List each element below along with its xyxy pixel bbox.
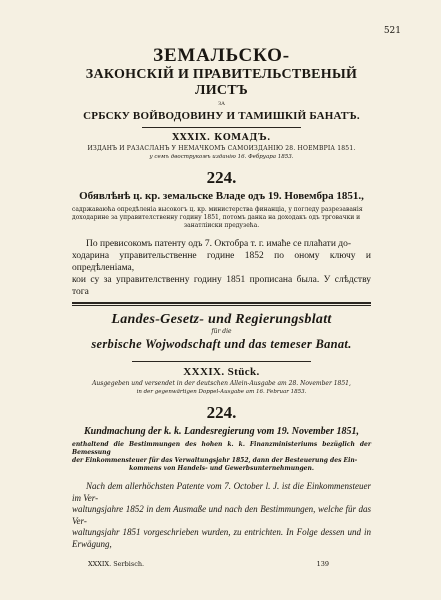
german-title-fuer-die: für die (211, 328, 232, 335)
serbian-act-heading: Обявлѣнѣ ц. кр. земальске Владе одъ 19. Новембра 1851., (79, 190, 364, 202)
serbian-body-text (72, 238, 371, 298)
german-publication-line-1: Ausgegeben und versendet in der deutschen Allein-Ausgabe am 28. November 1851, (92, 380, 351, 387)
german-issue-number: XXXIX. Stück. (183, 366, 260, 378)
body-line: waltungsjahr 1851 vorgeschrieben wurden, zu entrichten. In Folge dessen und in Erwägung, (72, 527, 371, 549)
german-act-summary (72, 441, 371, 473)
body-line: Nach dem allerhöchsten Patente vom 7. October l. J. ist die Einkommensteuer im Ver- (72, 481, 371, 503)
summary-line: занатліиски предузећа. (183, 222, 260, 229)
section-divider (72, 302, 371, 304)
divider (132, 361, 311, 362)
divider (142, 127, 301, 128)
body-line: waltungsjahre 1852 in dem Ausmaße und nach den Bestimmungen, welche für das Ver- (72, 504, 371, 526)
footer-signature: XXXIX. Serbisch. (88, 560, 145, 568)
serbian-title-line-2: ЗАКОНСКІЙ И ПРАВИТЕЛЬСТВЕНЫЙ ЛИСТЪ (85, 67, 358, 98)
page-number: 521 (383, 26, 401, 36)
german-act-number: 224. (206, 403, 237, 422)
serbian-act-number: 224. (206, 168, 237, 187)
body-line: ходарина управительственне године 1852 по оному ключу и опредѣленіама, (72, 251, 371, 273)
summary-line: садржаваюћа опредѣленіа высокогъ ц. кр. министерства финанціа, у погледу разрезаванія (72, 206, 363, 213)
body-line: кои су за управителственну годину 1851 прописана была. У слѣдству тога (72, 275, 371, 297)
serbian-title-za: ЗА (218, 101, 225, 107)
serbian-act-summary (72, 206, 371, 230)
summary-line: kommens von Handels- und Gewerbsunternehmungen. (129, 465, 314, 472)
serbian-publication-line-2: у семъ двострукомъ изданію 16. Фебруара 1853. (149, 154, 294, 160)
summary-line: доходарине за управителственну годину 1851, потомъ данка на доходакъ одъ трговачки и (72, 214, 361, 221)
summary-line: enthaltend die Bestimmungen des hohen k. k. Finanzministeriums bezüglich der Bemessung (72, 441, 371, 456)
serbian-title-line-1: ЗЕМАЛЬСКО- (153, 45, 290, 66)
body-line: По превисокомъ патенту одъ 7. Октобра т. г. имаће се плаћати до- (86, 239, 352, 249)
section-divider (72, 305, 371, 306)
german-body-text (72, 481, 371, 550)
german-publication-line-2: in der gegenwärtigen Doppel-Ausgabe am 16. Februar 1853. (136, 389, 307, 395)
german-title-line-2: serbische Wojwodschaft und das temeser Banat. (91, 337, 352, 351)
serbian-publication-line-1: ИЗДАНЪ И РАЗАСЛАНЪ У НЕМАЧКОМЪ САМОИЗДАНІЮ 28. НОЕМВРІА 1851. (87, 145, 356, 152)
german-title-line-1: Landes-Gesetz- und Regierungsblatt (111, 312, 332, 327)
german-act-heading: Kundmachung der k. k. Landesregierung vom 19. November 1851, (83, 426, 359, 437)
page-footer (88, 560, 329, 568)
serbian-issue-number: XXXIX. КОМАДЪ. (172, 133, 271, 143)
serbian-title-line-3: СРБСКУ ВОЙВОДОВИНУ И ТАМИШКІЙ БАНАТЪ. (83, 110, 360, 122)
summary-line: der Einkommensteuer für das Verwaltungsjahr 1852, dann der Besteuerung des Ein- (72, 457, 358, 464)
footer-sheet-number: 139 (316, 560, 329, 568)
